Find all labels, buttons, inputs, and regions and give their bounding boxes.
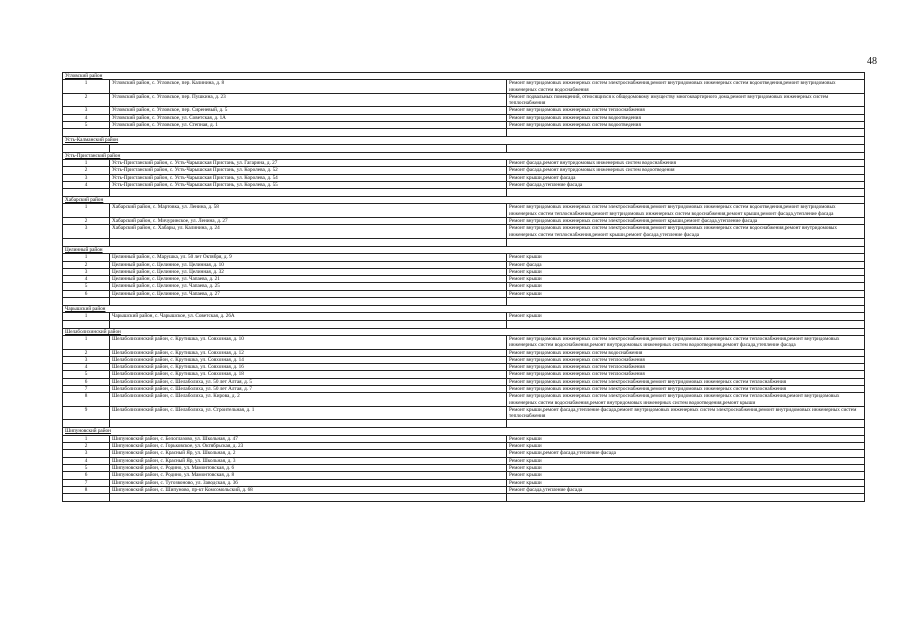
empty-cell bbox=[63, 189, 110, 196]
empty-cell bbox=[110, 145, 507, 152]
table-row bbox=[63, 115, 865, 122]
works-cell: Ремонт внутридомовых инженерных систем теплоснабжения bbox=[507, 371, 865, 377]
works-cell: Ремонт фасада,ремонт внутридомовых инженерных систем водоснабжения bbox=[507, 160, 865, 166]
works-cell: Ремонт внутридомовых инженерных систем теплоснабжения bbox=[507, 357, 865, 363]
address-cell: Шипуновский район, с. Шипуново, пр-кт Комсомольский, д. 68 bbox=[110, 487, 507, 493]
address-cell: Целинный район, с. Марушка, ул. 50 лет Октября, д. 9 bbox=[110, 254, 507, 260]
address-cell: Целинный район, с. Целинное, ул. Целинная, д. 10 bbox=[110, 262, 507, 268]
row-number-cell: 7 bbox=[63, 386, 110, 392]
works-cell: Ремонт фасада,утепление фасада bbox=[507, 182, 865, 188]
empty-cell bbox=[110, 189, 507, 196]
row-number-cell: 2 bbox=[63, 94, 110, 107]
works-cell: Ремонт крыши bbox=[507, 269, 865, 275]
table-row bbox=[63, 167, 865, 174]
row-number-cell: 3 bbox=[63, 107, 110, 113]
address-cell: Хабарский район, с. Мартовка, ул. Ленина, д. 58 bbox=[110, 204, 507, 217]
works-cell: Ремонт крыши bbox=[507, 254, 865, 260]
row-number-cell: 8 bbox=[63, 393, 110, 406]
section-title: Чарышский район bbox=[63, 306, 865, 312]
empty-cell bbox=[110, 420, 507, 427]
table-row bbox=[63, 225, 865, 239]
works-cell: Ремонт крыши,ремонт фасада bbox=[507, 175, 865, 181]
table-row bbox=[63, 443, 865, 450]
works-cell: Ремонт крыши bbox=[507, 480, 865, 486]
empty-cell bbox=[63, 129, 110, 136]
row-number-cell: 6 bbox=[63, 291, 110, 297]
works-cell: Ремонт крыши bbox=[507, 443, 865, 449]
address-cell: Целинный район, с. Целинное, ул. Чапаева, д. 25 bbox=[110, 283, 507, 289]
address-cell: Усть-Пристанский район, с. Усть-Чарышская Пристань, ул. Королева, д. 54 bbox=[110, 175, 507, 181]
empty-cell bbox=[63, 145, 110, 152]
table-row bbox=[63, 313, 865, 320]
row-number-cell: 1 bbox=[63, 80, 110, 93]
table-row bbox=[63, 487, 865, 494]
address-cell: Угловский район, с. Угловское, пер. Калинина, д. 8 bbox=[110, 80, 507, 93]
works-cell: Ремонт внутридомовых инженерных систем водоотведения bbox=[507, 122, 865, 128]
empty-cell bbox=[507, 298, 865, 305]
address-cell: Целинный район, с. Целинное, ул. Чапаева, д. 21 bbox=[110, 276, 507, 282]
address-cell: Шелаболихинский район, с. Крутишка, ул. Совхозная, д. 14 bbox=[110, 357, 507, 363]
works-cell: Ремонт внутридомовых инженерных систем теплоснабжения bbox=[507, 107, 865, 113]
address-cell: Шелаболихинский район, с. Шелаболиха, ул. 50 лет Алтая, д. 5 bbox=[110, 379, 507, 385]
table-row bbox=[63, 262, 865, 269]
table-row bbox=[63, 80, 865, 94]
empty-cell bbox=[507, 189, 865, 196]
works-cell: Ремонт внутридомовых инженерных систем электроснабжения,ремонт внутридомовых инженерных систем теплоснабжения,ремонт внутридомовых инженерных систем водоснабжения,ремонт внутридомовых инженерных систем водоотведения,ремонт фасада,утепление фасада bbox=[507, 336, 865, 349]
empty-cell bbox=[63, 321, 110, 328]
row-number-cell: 5 bbox=[63, 283, 110, 289]
row-number-cell: 2 bbox=[63, 167, 110, 173]
table-row bbox=[63, 107, 865, 114]
spacer-row bbox=[63, 420, 865, 428]
works-cell: Ремонт крыши bbox=[507, 458, 865, 464]
section-header-row bbox=[63, 73, 865, 80]
empty-cell bbox=[507, 129, 865, 136]
works-cell: Ремонт внутридомовых инженерных систем водоотведения bbox=[507, 115, 865, 121]
row-number-cell: 1 bbox=[63, 336, 110, 349]
table-row bbox=[63, 269, 865, 276]
table-row bbox=[63, 364, 865, 371]
empty-cell bbox=[507, 321, 865, 328]
empty-cell bbox=[63, 298, 110, 305]
works-cell: Ремонт крыши bbox=[507, 283, 865, 289]
empty-cell bbox=[507, 145, 865, 152]
row-number-cell: 1 bbox=[63, 204, 110, 217]
address-cell: Шелаболихинский район, с. Шелаболиха, ул. Кирова, д. 2 bbox=[110, 393, 507, 406]
row-number-cell: 4 bbox=[63, 458, 110, 464]
address-cell: Угловский район, с. Угловское, пер. Пушкина, д. 23 bbox=[110, 94, 507, 107]
repair-works-table bbox=[62, 72, 865, 502]
table-row bbox=[63, 254, 865, 261]
table-row bbox=[63, 458, 865, 465]
empty-cell bbox=[110, 239, 507, 246]
row-number-cell: 1 bbox=[63, 254, 110, 260]
works-cell: Ремонт подвальных помещений, относящихся к общедомовому имуществу многоквартирного дома,ремонт внутридомовых инженерных систем теплоснабжения bbox=[507, 94, 865, 107]
spacer-row bbox=[63, 494, 865, 502]
spacer-row bbox=[63, 298, 865, 306]
works-cell: Ремонт внутридомовых инженерных систем электроснабжения,ремонт внутридомовых инженерных систем теплоснабжения bbox=[507, 379, 865, 385]
works-cell: Ремонт крыши bbox=[507, 291, 865, 297]
works-cell: Ремонт фасада,утепление фасада bbox=[507, 487, 865, 493]
address-cell: Усть-Пристанский район, с. Усть-Чарышская Пристань, ул. Королева, д. 52 bbox=[110, 167, 507, 173]
address-cell: Шелаболихинский район, с. Шелаболиха, ул. Строительная, д. 1 bbox=[110, 407, 507, 420]
works-cell: Ремонт внутридомовых инженерных систем электроснабжения,ремонт крыши,ремонт фасада,утепление фасада bbox=[507, 218, 865, 224]
address-cell: Угловский район, с. Угловское, ул. Степная, д. 1 bbox=[110, 122, 507, 128]
section-title: Шипуновский район bbox=[63, 428, 865, 434]
empty-cell bbox=[110, 494, 507, 501]
section-title: Шелаболихинский район bbox=[63, 329, 865, 335]
table-row bbox=[63, 379, 865, 386]
row-number-cell: 8 bbox=[63, 487, 110, 493]
works-cell: Ремонт фасада bbox=[507, 262, 865, 268]
section-header-row bbox=[63, 428, 865, 435]
works-cell: Ремонт крыши bbox=[507, 313, 865, 319]
empty-cell bbox=[63, 420, 110, 427]
row-number-cell: 5 bbox=[63, 371, 110, 377]
address-cell: Шелаболихинский район, с. Крутишка, ул. Совхозная, д. 10 bbox=[110, 336, 507, 349]
address-cell: Целинный район, с. Целинное, ул. Целинная, д. 32 bbox=[110, 269, 507, 275]
section-title: Усть-Калманский район bbox=[63, 137, 865, 143]
address-cell: Хабарский район, с. Мичуринское, ул. Ленина, д. 27 bbox=[110, 218, 507, 224]
row-number-cell: 1 bbox=[63, 436, 110, 442]
row-number-cell: 1 bbox=[63, 313, 110, 319]
table-row bbox=[63, 386, 865, 393]
spacer-row bbox=[63, 129, 865, 137]
address-cell: Чарышский район, с. Чарышское, ул. Советская, д. 26А bbox=[110, 313, 507, 319]
works-cell: Ремонт крыши,ремонт фасада,утепление фасада,ремонт внутридомовых инженерных систем электроснабжения,ремонт внутридомовых инженерных систем теплоснабжения bbox=[507, 407, 865, 420]
table-row bbox=[63, 276, 865, 283]
table-row bbox=[63, 204, 865, 218]
row-number-cell: 3 bbox=[63, 450, 110, 456]
section-header-row bbox=[63, 306, 865, 313]
table-row bbox=[63, 480, 865, 487]
row-number-cell: 4 bbox=[63, 115, 110, 121]
table-row bbox=[63, 175, 865, 182]
row-number-cell: 3 bbox=[63, 175, 110, 181]
section-header-row bbox=[63, 329, 865, 336]
row-number-cell: 3 bbox=[63, 269, 110, 275]
table-row bbox=[63, 218, 865, 225]
section-title: Усть-Пристанский район bbox=[63, 153, 865, 159]
row-number-cell: 5 bbox=[63, 465, 110, 471]
address-cell: Усть-Пристанский район, с. Усть-Чарышская Пристань, ул. Гагарина, д. 27 bbox=[110, 160, 507, 166]
works-cell: Ремонт внутридомовых инженерных систем электроснабжения,ремонт внутридомовых инженерных систем теплоснабжения,ремонт внутридомовых инженерных систем водоснабжения,ремонт внутридомовых инженерных систем водоотведения,ремонт крыши bbox=[507, 393, 865, 406]
empty-cell bbox=[507, 494, 865, 501]
row-number-cell: 4 bbox=[63, 364, 110, 370]
row-number-cell: 4 bbox=[63, 182, 110, 188]
row-number-cell: 9 bbox=[63, 407, 110, 420]
empty-cell bbox=[110, 321, 507, 328]
table-row bbox=[63, 336, 865, 350]
section-header-row bbox=[63, 137, 865, 144]
address-cell: Шипуновский район, с. Родино, ул. Мамонтовская, д. 8 bbox=[110, 472, 507, 478]
spacer-row bbox=[63, 189, 865, 197]
address-cell: Шелаболихинский район, с. Крутишка, ул. Совхозная, д. 18 bbox=[110, 371, 507, 377]
section-title: Целинный район bbox=[63, 247, 865, 253]
empty-cell bbox=[63, 239, 110, 246]
works-cell: Ремонт крыши bbox=[507, 276, 865, 282]
section-title: Угловский район bbox=[63, 73, 865, 79]
table-row bbox=[63, 94, 865, 108]
table-row bbox=[63, 182, 865, 189]
empty-cell bbox=[507, 420, 865, 427]
table-row bbox=[63, 472, 865, 479]
address-cell: Шипуновский район, с. Тугозвоново, ул. Заводская, д. 36 bbox=[110, 480, 507, 486]
page-number: 48 bbox=[867, 56, 877, 67]
table-row bbox=[63, 371, 865, 378]
works-cell: Ремонт внутридомовых инженерных систем электроснабжения,ремонт внутридомовых инженерных систем водоотведения,ремонт внутридомовых инженерных систем водоснабжения bbox=[507, 80, 865, 93]
spacer-row bbox=[63, 321, 865, 329]
table-row bbox=[63, 160, 865, 167]
row-number-cell: 2 bbox=[63, 218, 110, 224]
works-cell: Ремонт крыши,ремонт фасада,утепление фасада bbox=[507, 450, 865, 456]
address-cell: Угловский район, с. Угловское, пер. Сиреневый, д. 5 bbox=[110, 107, 507, 113]
empty-cell bbox=[110, 129, 507, 136]
works-cell: Ремонт внутридомовых инженерных систем водоснабжения bbox=[507, 350, 865, 356]
row-number-cell: 6 bbox=[63, 472, 110, 478]
section-header-row bbox=[63, 153, 865, 160]
address-cell: Целинный район, с. Целинное, ул. Чапаева, д. 27 bbox=[110, 291, 507, 297]
row-number-cell: 3 bbox=[63, 357, 110, 363]
row-number-cell: 7 bbox=[63, 480, 110, 486]
address-cell: Шипуновский район, с. Горьковское, ул. Октябрьская, д. 23 bbox=[110, 443, 507, 449]
row-number-cell: 2 bbox=[63, 262, 110, 268]
table-row bbox=[63, 393, 865, 407]
table-row bbox=[63, 465, 865, 472]
spacer-row bbox=[63, 239, 865, 247]
table-row bbox=[63, 291, 865, 298]
works-cell: Ремонт внутридомовых инженерных систем электроснабжения,ремонт внутридомовых инженерных систем водоснабжения,ремонт внутридомовых инженерных систем теплоснабжения,ремонт крыши,ремонт фасада,утепление фасада bbox=[507, 225, 865, 238]
works-cell: Ремонт крыши bbox=[507, 436, 865, 442]
empty-cell bbox=[110, 298, 507, 305]
row-number-cell: 4 bbox=[63, 276, 110, 282]
address-cell: Шелаболихинский район, с. Крутишка, ул. Совхозная, д. 16 bbox=[110, 364, 507, 370]
table-row bbox=[63, 357, 865, 364]
spacer-row bbox=[63, 145, 865, 153]
works-cell: Ремонт внутридомовых инженерных систем электроснабжения,ремонт внутридомовых инженерных систем водоотведения,ремонт внутридомовых инженерных систем теплоснабжения,ремонт внутридомовых инженерных систем водоснабжения,ремонт крыши,ремонт фасада,утепление фасада bbox=[507, 204, 865, 217]
address-cell: Хабарский район, с. Хабары, ул. Калинина, д. 24 bbox=[110, 225, 507, 238]
table-row bbox=[63, 350, 865, 357]
works-cell: Ремонт фасада,ремонт внутридомовых инженерных систем водоотведения bbox=[507, 167, 865, 173]
row-number-cell: 3 bbox=[63, 225, 110, 238]
row-number-cell: 5 bbox=[63, 122, 110, 128]
row-number-cell: 2 bbox=[63, 443, 110, 449]
address-cell: Шипуновский район, с. Красный Яр, ул. Школьная, д. 2 bbox=[110, 450, 507, 456]
row-number-cell: 2 bbox=[63, 350, 110, 356]
row-number-cell: 6 bbox=[63, 379, 110, 385]
section-header-row bbox=[63, 197, 865, 204]
address-cell: Усть-Пристанский район, с. Усть-Чарышская Пристань, ул. Королева, д. 55 bbox=[110, 182, 507, 188]
table-row bbox=[63, 450, 865, 457]
table-row bbox=[63, 436, 865, 443]
works-cell: Ремонт внутридомовых инженерных систем теплоснабжения bbox=[507, 364, 865, 370]
address-cell: Шелаболихинский район, с. Шелаболиха, ул. 50 лет Алтая, д. 7 bbox=[110, 386, 507, 392]
address-cell: Шипуновский район, с. Белоглазово, ул. Школьная, д. 47 bbox=[110, 436, 507, 442]
works-cell: Ремонт крыши bbox=[507, 465, 865, 471]
address-cell: Шипуновский район, с. Красный Яр, ул. Школьная, д. 3 bbox=[110, 458, 507, 464]
section-header-row bbox=[63, 247, 865, 254]
empty-cell bbox=[507, 239, 865, 246]
section-title: Хабарский район bbox=[63, 197, 865, 203]
address-cell: Шипуновский район, с. Родино, ул. Мамонтовская, д. 6 bbox=[110, 465, 507, 471]
table-row bbox=[63, 283, 865, 290]
table-row bbox=[63, 407, 865, 421]
address-cell: Шелаболихинский район, с. Крутишка, ул. Совхозная, д. 12 bbox=[110, 350, 507, 356]
works-cell: Ремонт внутридомовых инженерных систем электроснабжения,ремонт внутридомовых инженерных систем теплоснабжения bbox=[507, 386, 865, 392]
table-row bbox=[63, 122, 865, 129]
empty-cell bbox=[63, 494, 110, 501]
works-cell: Ремонт крыши bbox=[507, 472, 865, 478]
row-number-cell: 1 bbox=[63, 160, 110, 166]
address-cell: Угловский район, с. Угловское, ул. Советская, д. 1А bbox=[110, 115, 507, 121]
